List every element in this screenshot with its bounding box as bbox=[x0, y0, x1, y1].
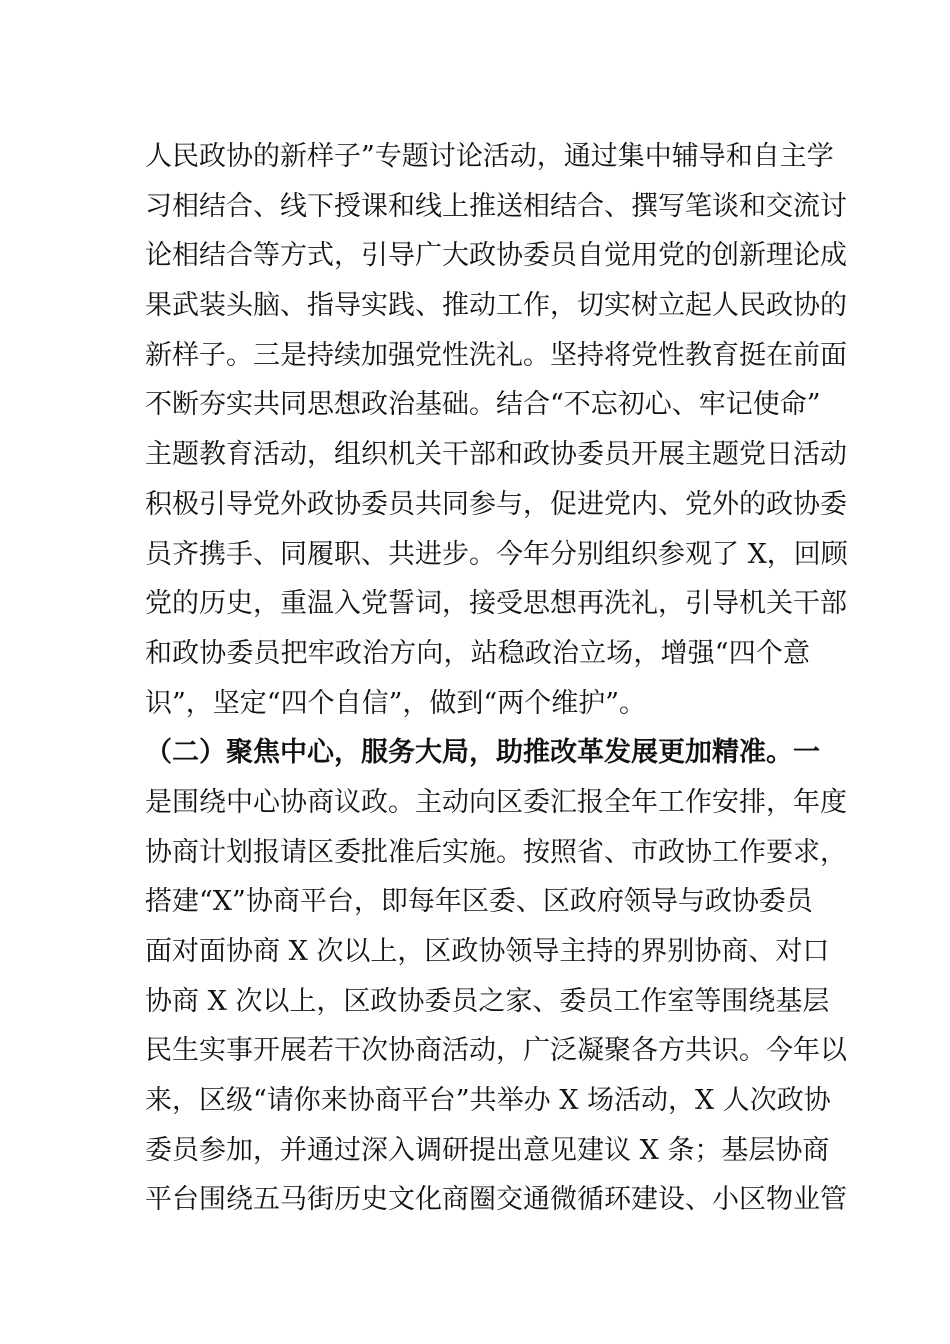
body-text bbox=[145, 132, 848, 1225]
text-line: 果武装头脑、指导实践、推动工作，切实树立起人民政协的 bbox=[145, 290, 847, 322]
text-line: 不断夯实共同思想政治基础。结合“不忘初心、牢记使命” bbox=[145, 389, 821, 421]
text-line: 是围绕中心协商议政。主动向区委汇报全年工作安排，年度 bbox=[145, 786, 847, 818]
text-line: 人民政协的新样子”专题讨论活动，通过集中辅导和自主学 bbox=[145, 141, 834, 172]
section-heading-line: （二）聚焦中心，服务大局，助推改革发展更加精准。一 bbox=[145, 737, 820, 769]
text-line: 面对面协商 X 次以上，区政协领导主持的界别协商、对口 bbox=[145, 936, 830, 967]
text-line: 新样子。三是持续加强党性洗礼。坚持将党性教育挺在前面 bbox=[145, 339, 847, 371]
text-line: 党的历史，重温入党誓词，接受思想再洗礼，引导机关干部 bbox=[145, 588, 847, 620]
text-line: 识”，坚定“四个自信”，做到“两个维护”。 bbox=[145, 687, 647, 719]
text-line: 积极引导党外政协委员共同参与，促进党内、党外的政协委 bbox=[145, 488, 847, 520]
text-line: 习相结合、线下授课和线上推送相结合、撰写笔谈和交流讨 bbox=[145, 190, 847, 222]
text-line: 协商 X 次以上，区政协委员之家、委员工作室等围绕基层 bbox=[145, 985, 830, 1017]
text-line: 来，区级“请你来协商平台”共举办 X 场活动，X 人次政协 bbox=[145, 1085, 831, 1117]
text-line: 搭建“X”协商平台，即每年区委、区政府领导与政协委员 bbox=[145, 886, 813, 918]
text-line: 论相结合等方式，引导广大政协委员自觉用党的创新理论成 bbox=[145, 240, 847, 272]
text-line: 委员参加，并通过深入调研提出意见建议 X 条；基层协商 bbox=[145, 1134, 830, 1166]
text-line: 员齐携手、同履职、共进步。今年分别组织参观了 X，回顾 bbox=[145, 538, 848, 570]
text-line: 主题教育活动，组织机关干部和政协委员开展主题党日活动 bbox=[145, 439, 847, 471]
text-line: 协商计划报请区委批准后实施。按照省、市政协工作要求， bbox=[145, 836, 847, 868]
text-line: 和政协委员把牢政治方向，站稳政治立场，增强“四个意 bbox=[145, 637, 810, 669]
text-line: 平台围绕五马街历史文化商圈交通微循环建设、小区物业管 bbox=[145, 1184, 847, 1216]
text-line: 民生实事开展若干次协商活动，广泛凝聚各方共识。今年以 bbox=[145, 1035, 847, 1067]
